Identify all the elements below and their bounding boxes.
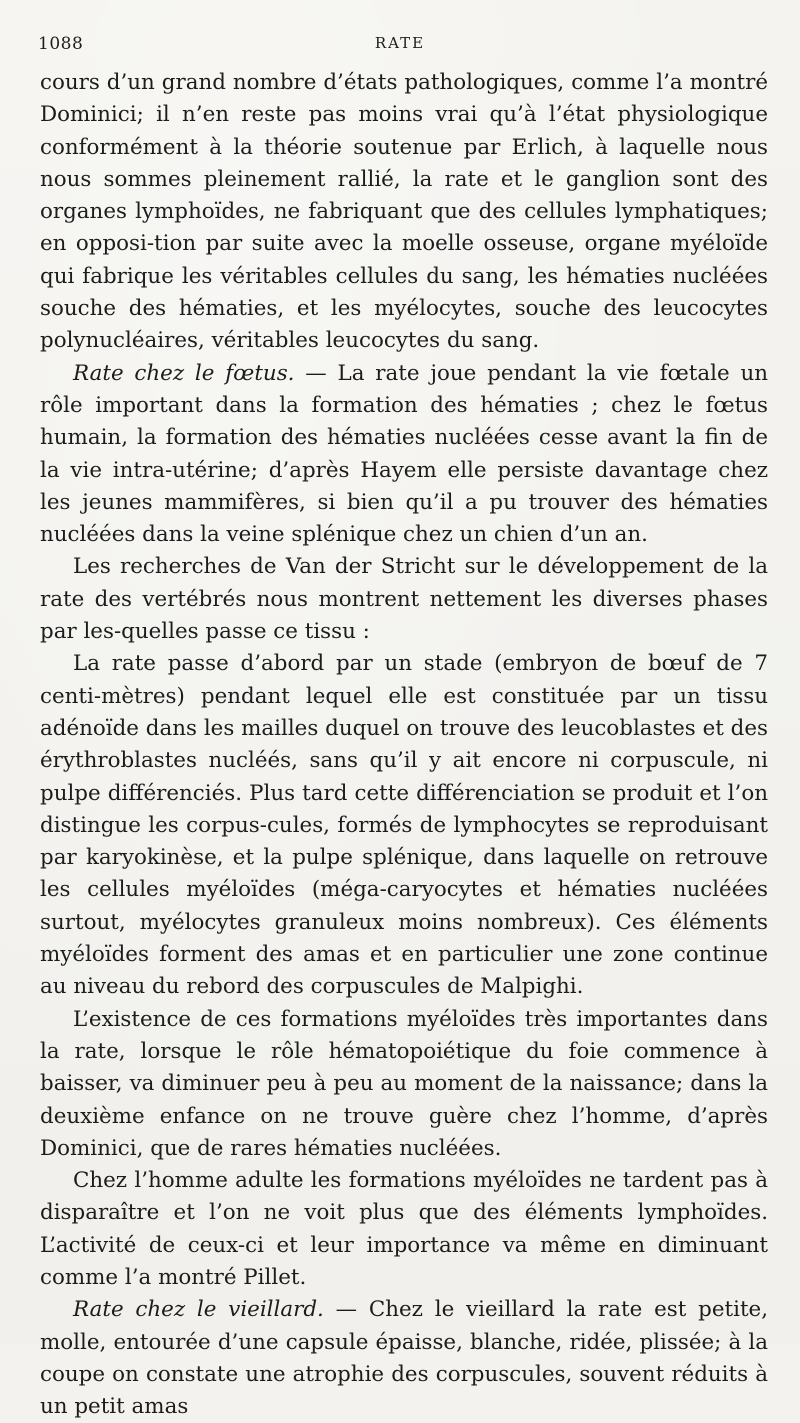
section-heading-foetus: Rate chez le fœtus. — [73, 360, 295, 386]
page-number: 1088 — [38, 34, 84, 54]
running-title: RATE — [374, 34, 426, 52]
paragraph-7 — [40, 1294, 768, 1423]
paragraph-5: L’existence de ces formations myéloïdes très importantes dans la rate, lorsque le rôle hématopoiétique du foie commence à baisser, va diminuer peu à peu au moment de la naissance; dans la deuxième enfance on ne trouve guère chez l’homme, d’après Dominici, que de rares hématies nucléées. — [40, 1006, 768, 1161]
paragraph-3: Les recherches de Van der Stricht sur le développement de la rate des vertébrés nous montrent nettement les diverses phases par les-quelles passe ce tissu : — [40, 554, 768, 645]
paragraph-4: La rate passe d’abord par un stade (embryon de bœuf de 7 centi-mètres) pendant lequel elle est constituée par un tissu adénoïde dans les mailles duquel on trouve des leucoblastes et des érythroblastes nucléés, sans qu’il y ait encore ni corpuscule, ni pulpe différenciés. Plus tard cette différenciation se produit et l’on distingue les corpus-cules, formés de lymphocytes se reproduisant par karyokinèse, et la pulpe splénique, dans laquelle on retrouve les cellules myéloïdes (méga-caryocytes et hématies nucléées surtout, myélocytes granuleux moins nombreux). Ces éléments myéloïdes forment des amas et en particulier une zone continue au niveau du rebord des corpuscules de Malpighi. — [40, 651, 768, 1000]
section-heading-vieillard: Rate chez le vieillard. — [73, 1297, 324, 1323]
paragraph-7-text: — Chez le vieillard la rate est petite, molle, entourée d’une capsule épaisse, blanche, ridée, plissée; à la coupe on constate une atrophie des corpuscules, souvent réduits à un petit amas — [40, 1297, 768, 1420]
paragraph-2-text: — La rate joue pendant la vie fœtale un rôle important dans la formation des hématies ; chez le fœtus humain, la formation des hématies nucléées cesse avant la fin de la vie intra-utérine; d’après Hayem elle persiste davantage chez les jeunes mammifères, si bien qu’il a pu trouver des hématies nucléées dans la veine splénique chez un chien d’un an. — [40, 360, 769, 548]
paragraph-2 — [40, 358, 768, 552]
paragraph-6: Chez l’homme adulte les formations myéloïdes ne tardent pas à disparaître et l’on ne voit plus que des éléments lymphoïdes. L’activité de ceux-ci et leur importance va même en diminuant comme l’a montré Pillet. — [40, 1168, 768, 1290]
body-text — [40, 67, 768, 1423]
paragraph-1: cours d’un grand nombre d’états pathologiques, comme l’a montré Dominici; il n’en reste pas moins vrai qu’à l’état physiologique conformément à la théorie soutenue par Erlich, à laquelle nous nous sommes pleinement rallié, la rate et le ganglion sont des organes lymphoïdes, ne fabriquant que des cellules lymphatiques; en opposi-tion par suite avec la moelle osseuse, organe myéloïde qui fabrique les véritables cellules du sang, les hématies nucléées souche des hématies, et les myélocytes, souche des leucocytes polynucléaires, véritables leucocytes du sang. — [40, 70, 768, 354]
